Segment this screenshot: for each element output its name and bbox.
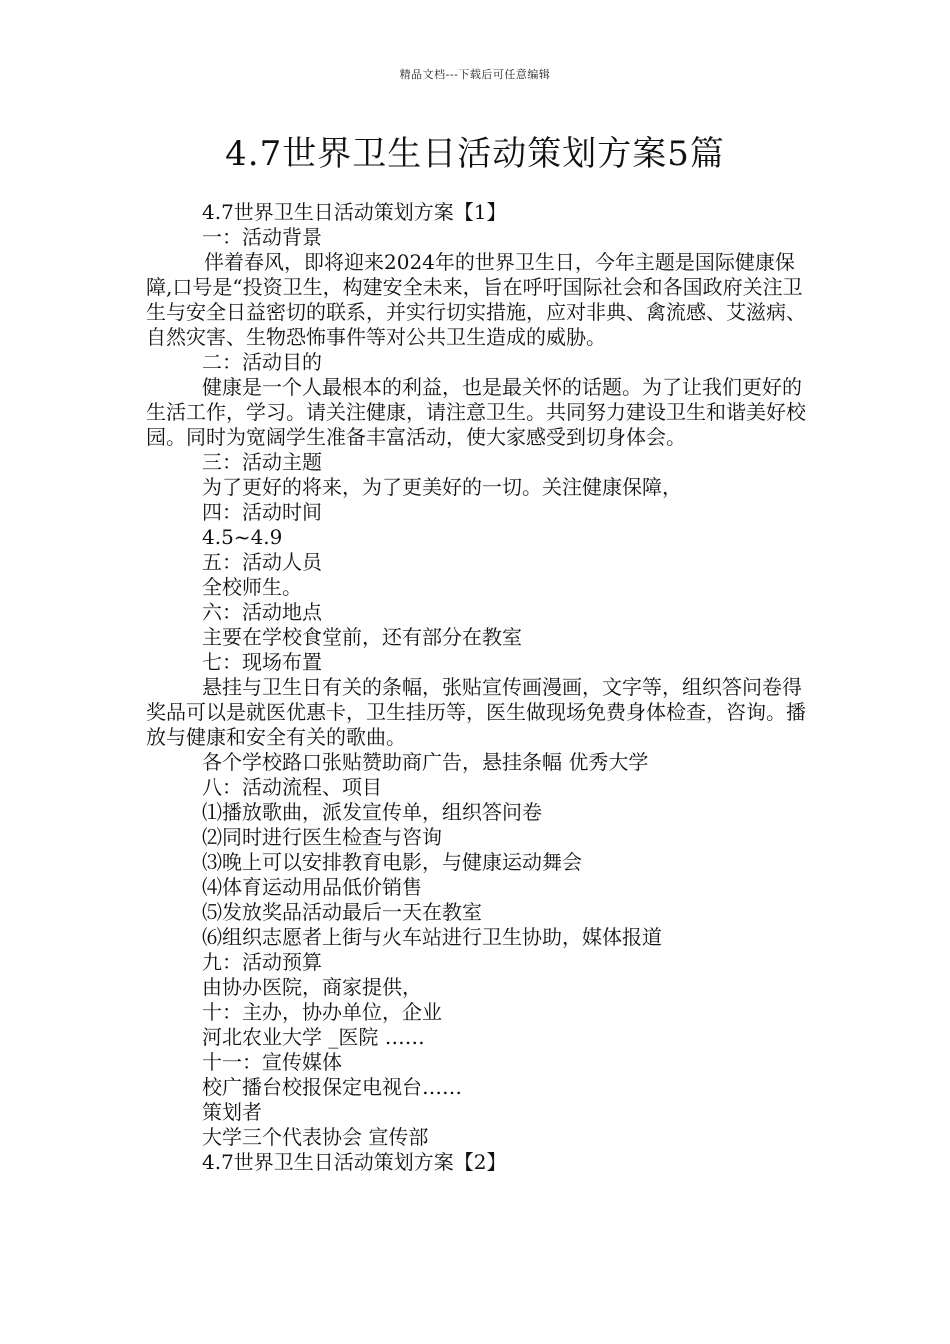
list-item: ⑷体育运动用品低价销售 — [202, 875, 422, 899]
paragraph: 大学三个代表协会 宣传部 — [202, 1125, 429, 1149]
subheading: 一：活动背景 — [202, 225, 322, 249]
section-heading: 4.7世界卫生日活动策划方案【1】 — [202, 200, 507, 224]
list-item: ⑴播放歌曲，派发宣传单，组织答问卷 — [202, 800, 542, 824]
list-item: ⑹组织志愿者上街与火车站进行卫生协助，媒体报道 — [202, 925, 662, 949]
paragraph: 主要在学校食堂前，还有部分在教室 — [202, 625, 522, 649]
list-item: ⑶晚上可以安排教育电影，与健康运动舞会 — [202, 850, 582, 874]
subheading: 十：主办，协办单位，企业 — [202, 1000, 442, 1024]
paragraph: 4.5~4.9 — [202, 525, 283, 549]
subheading: 九：活动预算 — [202, 950, 322, 974]
paragraph: 校广播台校报保定电视台…… — [202, 1075, 462, 1099]
document-body — [146, 200, 808, 1175]
paragraph: 策划者 — [202, 1100, 262, 1124]
section-heading: 4.7世界卫生日活动策划方案【2】 — [202, 1150, 507, 1174]
subheading: 七：现场布置 — [202, 650, 322, 674]
paragraph: 为了更好的将来，为了更美好的一切。关注健康保障， — [202, 475, 682, 499]
paragraph: 由协办医院，商家提供， — [202, 975, 422, 999]
paragraph: 健康是一个人最根本的利益，也是最关怀的话题。为了让我们更好的生活工作，学习。请关注健康，请注意卫生。共同努力建设卫生和谐美好校园。同时为宽阔学生准备丰富活动，使大家感受到切身体会。 — [146, 375, 806, 449]
subheading: 五：活动人员 — [202, 550, 322, 574]
paragraph: 伴着春风，即将迎来2024年的世界卫生日，今年主题是国际健康保障,口号是“投资卫生，构建安全未来，旨在呼吁国际社会和各国政府关注卫生与安全日益密切的联系，并实行切实措施，应对非典、禽流感、艾滋病、自然灾害、生物恐怖事件等对公共卫生造成的威胁。 — [146, 250, 806, 349]
subheading: 二：活动目的 — [202, 350, 322, 374]
subheading: 八：活动流程、项目 — [202, 775, 382, 799]
paragraph: 全校师生。 — [202, 575, 302, 599]
list-item: ⑸发放奖品活动最后一天在教室 — [202, 900, 482, 924]
document-title: 4.7世界卫生日活动策划方案5篇 — [225, 134, 725, 174]
subheading: 十一：宣传媒体 — [202, 1050, 342, 1074]
subheading: 三：活动主题 — [202, 450, 322, 474]
paragraph: 河北农业大学 _医院 …… — [202, 1025, 425, 1049]
header-note: 精品文档---下载后可任意编辑 — [399, 68, 551, 81]
subheading: 四：活动时间 — [202, 500, 322, 524]
paragraph: 各个学校路口张贴赞助商广告，悬挂条幅 优秀大学 — [202, 750, 649, 774]
paragraph: 悬挂与卫生日有关的条幅，张贴宣传画漫画，文字等，组织答问卷得奖品可以是就医优惠卡，卫生挂历等，医生做现场免费身体检查，咨询。播放与健康和安全有关的歌曲。 — [146, 675, 806, 749]
subheading: 六：活动地点 — [202, 600, 322, 624]
list-item: ⑵同时进行医生检查与咨询 — [202, 825, 442, 849]
